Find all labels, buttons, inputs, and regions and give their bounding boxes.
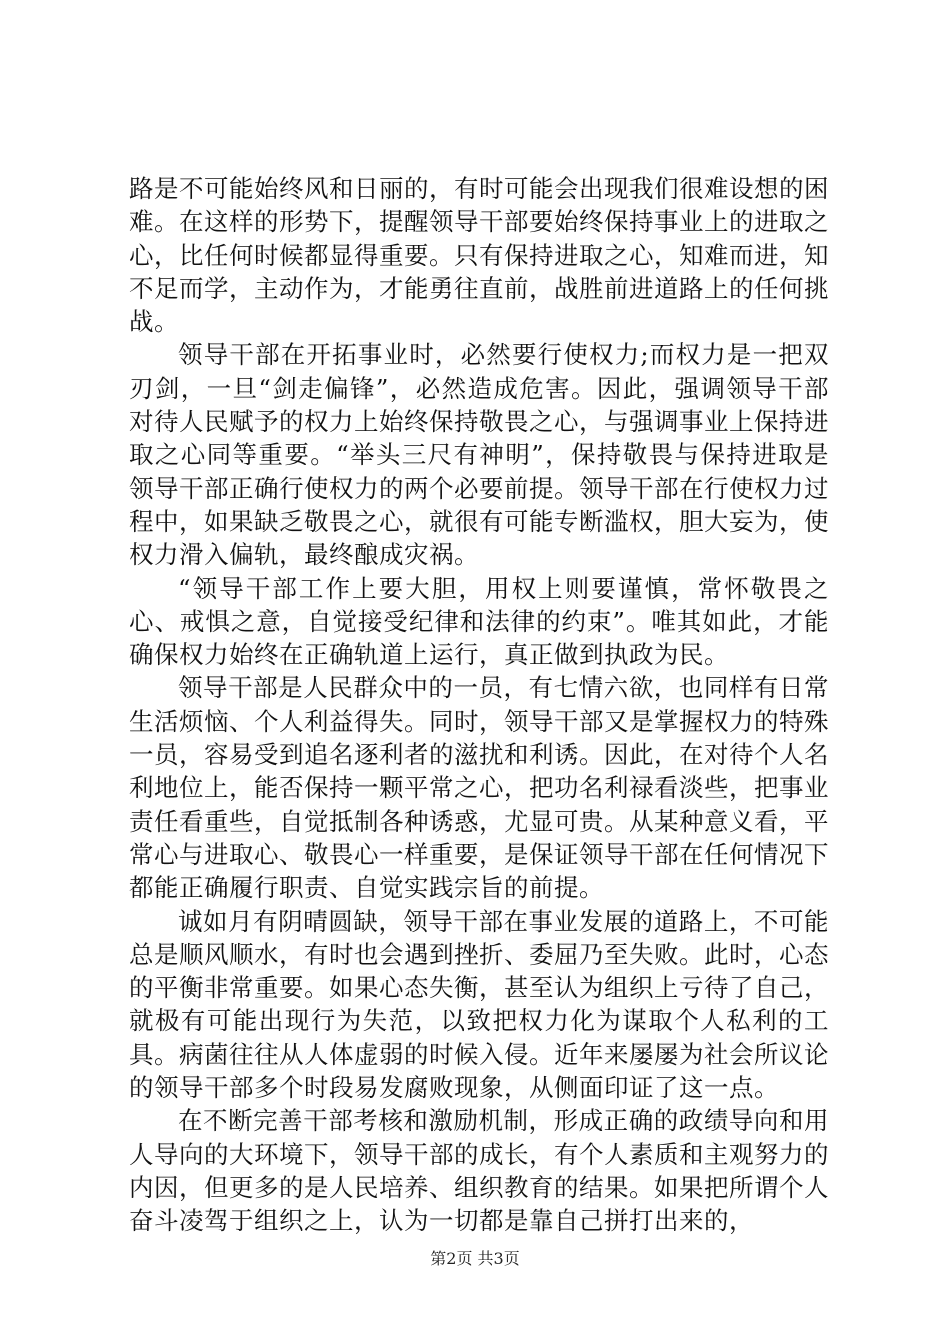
paragraph: 领导干部是人民群众中的一员，有七情六欲，也同样有日常生活烦恼、个人利益得失。同时，领导干部又是掌握权力的特殊一员，容易受到追名逐利者的滋扰和利诱。因此，在对待个人名利地位上，能否保持一颗平常之心，把功名利禄看淡些，把事业责任看重些，自觉抵制各种诱惑，尤显可贵。从某种意义看，平常心与进取心、敬畏心一样重要，是保证领导干部在任何情况下都能正确履行职责、自觉实践宗旨的前提。 [129,673,829,903]
paragraph: 领导干部在开拓事业时，必然要行使权力;而权力是一把双刃剑，一旦“剑走偏锋”，必然造成危害。因此，强调领导干部对待人民赋予的权力上始终保持敬畏之心，与强调事业上保持进取之心同等重要。“举头三尺有神明”，保持敬畏与保持进取是领导干部正确行使权力的两个必要前提。领导干部在行使权力过程中，如果缺乏敬畏之心，就很有可能专断滥权，胆大妄为，使权力滑入偏轨，最终酿成灾祸。 [129,340,829,570]
paragraph: “领导干部工作上要大胆，用权上则要谨慎，常怀敬畏之心、戒惧之意，自觉接受纪律和法律的约束”。唯其如此，才能确保权力始终在正确轨道上运行，真正做到执政为民。 [129,573,829,670]
paragraph: 在不断完善干部考核和激励机制，形成正确的政绩导向和用人导向的大环境下，领导干部的成长，有个人素质和主观努力的内因，但更多的是人民培养、组织教育的结果。如果把所谓个人奋斗凌驾于组织之上，认为一切都是靠自己拼打出来的， [129,1106,829,1236]
document-body [129,172,829,1238]
paragraph-continued: 路是不可能始终风和日丽的，有时可能会出现我们很难设想的困难。在这样的形势下，提醒领导干部要始终保持事业上的进取之心，比任何时候都显得重要。只有保持进取之心，知难而进，知不足而学，主动作为，才能勇往直前，战胜前进道路上的任何挑战。 [129,174,829,337]
paragraph: 诚如月有阴晴圆缺，领导干部在事业发展的道路上，不可能总是顺风顺水，有时也会遇到挫折、委屈乃至失败。此时，心态的平衡非常重要。如果心态失衡，甚至认为组织上亏待了自己，就极有可能出现行为失范，以致把权力化为谋取个人私利的工具。病菌往往从人体虚弱的时候入侵。近年来屡屡为社会所议论的领导干部多个时段易发腐败现象，从侧面印证了这一点。 [129,906,829,1103]
page-footer: 第2页 共3页 [430,1249,520,1268]
